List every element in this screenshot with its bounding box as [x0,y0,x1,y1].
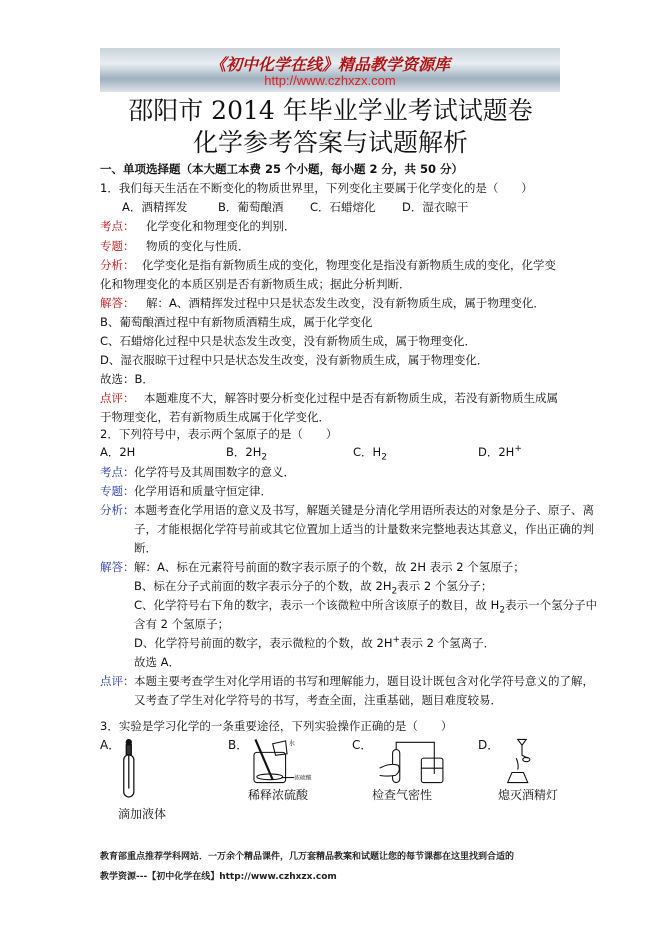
water-label: 水 [288,739,295,748]
q2-jieda-a: 解：A、标在元素符号前面的数字表示原子的个数，故 2H 表示 2 个氢原子； [134,560,525,574]
dilute-acid-figure [248,738,316,784]
q1-option-b: B．葡萄酿酒 [218,200,284,214]
q3-option-b-caption: 稀释浓硫酸 [248,788,309,802]
q3-option-d-caption: 熄灭酒精灯 [498,788,559,802]
q1-dianping-1: 本题难度不大，解答时要分析变化过程中是否有新物质生成，若没有新物质生成属 [144,391,558,405]
q1-zhuanti: 物质的变化与性质． [146,239,250,253]
q3-option-a-caption: 滴加液体 [118,807,167,821]
airtightness-figure [378,738,446,784]
q2-jieda-d: D、化学符号前面的数字，表示微粒的个数，故 2H+表示 2 个氢离子． [134,635,496,650]
q2-dianping-2: 又考查了学生对化学符号的书写，考查全面，注重基础，题目难度较易． [134,693,502,707]
q2-option-b: B．$2H_2$ [226,445,268,463]
footer-line-2: 教学资源---【初中化学在线】http://www.czhxzx.com [100,872,337,882]
q1-fenxi-label: 分析： [100,258,135,272]
banner-image [100,48,560,92]
banner-url: http://www.czhxzx.com [264,73,396,88]
q2-zhuanti: 化学用语和质量守恒定律． [134,484,272,498]
q1-option-a: A．酒精挥发 [122,200,188,214]
q1-answer: 故选：B． [100,372,154,386]
q2-fenxi-label: 分析： [100,503,135,517]
q2-jieda-label: 解答： [100,560,135,574]
q3-option-a-letter: A． [100,738,121,752]
dropper-test-tube-figure [118,738,148,802]
title-line-1: 邵阳市 2014 年毕业学业考试试题卷 [128,96,533,125]
q1-stem: 1．我们每天生活在不断变化的物质世界里，下列变化主要属于化学变化的是（ ） [100,181,533,195]
q3-stem: 3．实验是学习化学的一条重要途径，下列实验操作正确的是（ ） [100,719,453,733]
q3-option-c-letter: C． [352,738,373,752]
q1-option-c: C．石蜡熔化 [310,200,376,214]
q2-dianping-label: 点评： [100,674,135,688]
q1-jieda-1: 解：A、酒精挥发过程中只是状态发生改变，没有新物质生成，属于物理变化． [146,296,545,310]
q2-option-d: D．2H+ [478,444,522,459]
q1-dianping-label: 点评： [100,391,135,405]
alcohol-lamp-figure [500,738,544,784]
q2-dianping-1: 本题主要考查学生对化学用语的书写和理解能力，题目设计既包含对化学符号意义的了解， [134,674,594,688]
q1-jieda-3: C、石蜡熔化过程中只是状态发生改变，没有新物质生成，属于物理变化． [100,334,477,348]
q1-kaodian: 化学变化和物理变化的判别． [146,219,296,233]
q2-fenxi-2: 子，才能根据化学符号前或其它位置加上适当的计量数来完整地表达其意义，作出正确的判 [134,522,594,536]
q3-option-c-caption: 检查气密性 [372,788,433,802]
q2-jieda-b: B、标在分子式前面的数字表示分子的个数，故 $2H_2$表示 2 个氢分子； [134,579,493,597]
q2-fenxi-1: 本题考查化学用语的意义及书写，解题关键是分清化学用语所表达的对象是分子、原子、离 [134,503,594,517]
q3-option-d-letter: D． [478,738,500,752]
section-header: 一、单项选择题（本大题工本费 25 个小题，每小题 2 分，共 50 分） [100,162,464,176]
footer-line-1: 教育部重点推荐学科网站．一万余个精品课件，几万套精品教案和试题让您的每节课都在这里找到合适的 [100,852,515,862]
q2-stem: 2．下列符号中，表示两个氢原子的是（ ） [100,427,338,441]
q1-fenxi-2: 化和物理变化的本质区别是否有新物质生成；据此分析判断． [100,277,411,291]
q3-option-b-letter: B． [228,738,249,752]
q1-option-d: D．湿衣晾干 [402,200,469,214]
q2-fenxi-3: 断． [134,541,157,555]
q1-jieda-label: 解答： [100,296,135,310]
acid-label: 浓硫酸 [294,775,312,782]
q2-options [100,444,560,463]
q2-option-a: A．2H [100,445,136,459]
q2-option-c: C．$H_2$ [353,445,387,463]
q1-fenxi-1: 化学变化是指有新物质生成的变化，物理变化是指没有新物质生成的变化，化学变 [142,258,556,272]
title-line-2: 化学参考答案与试题解析 [192,128,468,157]
q1-kaodian-label: 考点： [100,219,135,233]
q1-zhuanti-label: 专题： [100,239,135,253]
q2-jieda-c: C、化学符号右下角的数字，表示一个该微粒中所含该原子的数目，故 $H_2$表示一个氢分子中 [134,598,598,616]
q2-answer: 故选 A． [134,655,181,669]
q1-jieda-4: D、湿衣服晾干过程中只是状态发生改变，没有新物质生成，属于物理变化． [100,353,489,367]
banner-title: 《初中化学在线》精品教学资源库 [209,55,450,74]
q1-options [122,199,522,215]
q1-dianping-2: 于物理变化，若有新物质生成属于化学变化． [100,410,330,424]
q2-kaodian: 化学符号及其周围数字的意义． [134,465,295,479]
q2-zhuanti-label: 专题： [100,484,135,498]
q1-jieda-2: B、葡萄酿酒过程中有新物质酒精生成，属于化学变化 [100,315,373,329]
q2-jieda-c-cont: 含有 2 个氢原子； [134,617,230,631]
q2-kaodian-label: 考点： [100,465,135,479]
